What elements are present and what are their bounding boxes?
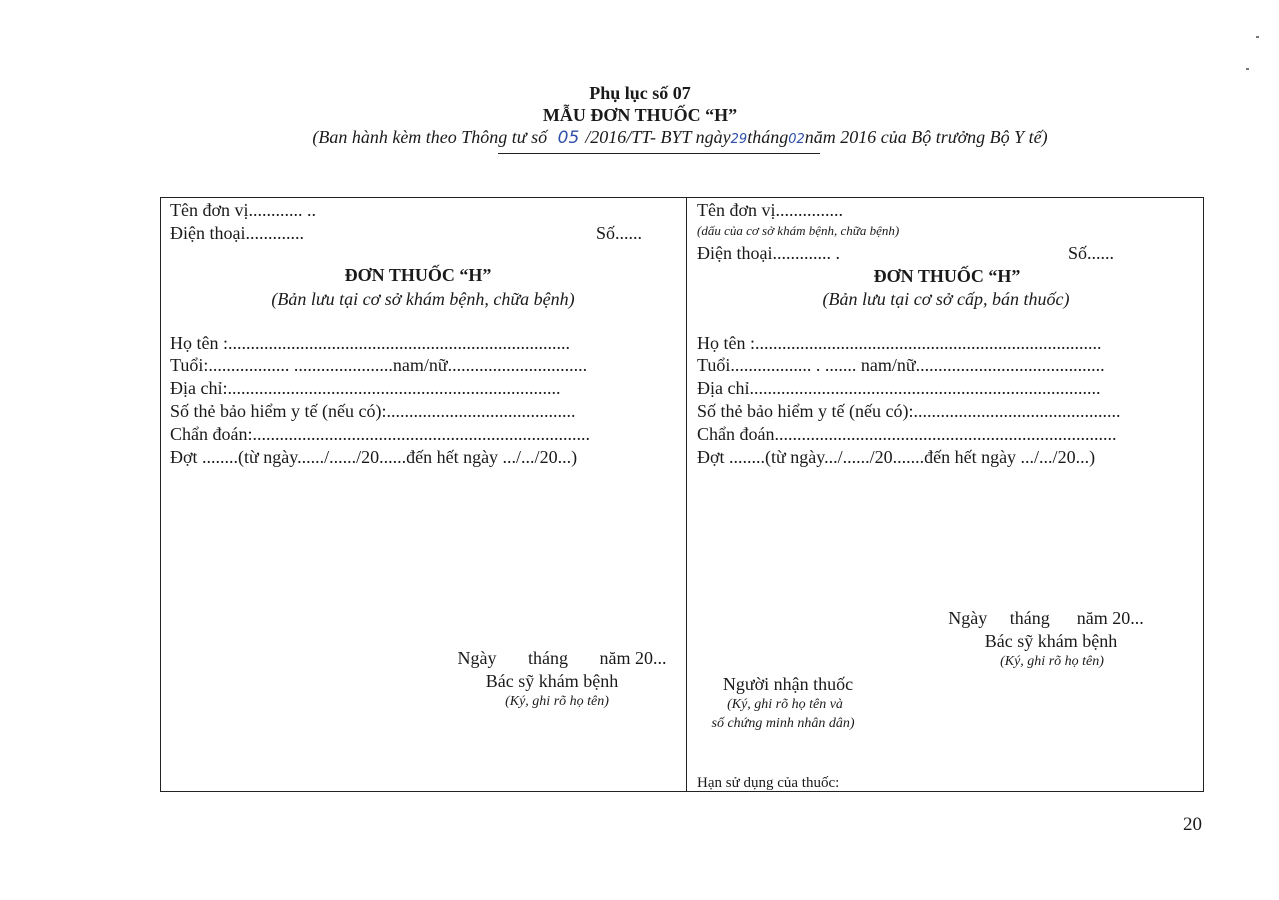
right-doctor-label: Bác sỹ khám bệnh [984,631,1118,651]
form-title: MẪU ĐƠN THUỐC “H” [542,105,738,125]
right-field-name: Họ tên :............................................................................. [697,333,1102,353]
right-form-subtitle: (Bản lưu tại cơ sở cấp, bán thuốc) [822,289,1070,309]
receiver-note-1: (Ký, ghi rõ họ tên và [727,697,843,712]
left-doctor-label: Bác sỹ khám bệnh [485,671,619,691]
handwritten-day: 29 [730,132,748,147]
right-stamp-note: (dấu của cơ sở khám bệnh, chữa bệnh) [697,223,900,238]
right-unit-name: Tên đơn vị............... [697,200,844,220]
right-date-line: Ngày tháng năm 20... [948,608,1144,628]
left-field-name: Họ tên :............................................................................ [170,333,570,353]
left-form-title: ĐƠN THUỐC “H” [344,265,492,285]
right-sign-note: (Ký, ghi rõ họ tên) [1000,654,1104,669]
left-field-address: Địa chỉ:.......................................................................... [170,378,561,398]
left-unit-name: Tên đơn vị............ .. [170,200,317,220]
right-number: Số...... [1068,243,1115,263]
left-phone: Điện thoại............. [170,223,304,243]
page-number: 20 [1183,814,1202,835]
right-phone: Điện thoại............. . [697,243,840,263]
right-field-insurance: Số thẻ bảo hiểm y tế (nếu có):.............................................. [697,401,1121,421]
scan-speck [1246,68,1249,70]
left-field-age: Tuổi:.................. ......................nam/nữ............................... [170,355,588,375]
left-form-subtitle: (Bản lưu tại cơ sở khám bệnh, chữa bệnh) [271,289,575,309]
left-sign-note: (Ký, ghi rõ họ tên) [505,694,609,709]
appendix-label: Phụ lục số 07 [589,83,691,103]
left-field-period: Đợt ........(từ ngày....../....../20......đến hết ngày .../.../20...) [170,447,578,467]
left-date-line: Ngày tháng năm 20... [457,648,667,668]
prescription-form-frame [160,197,1204,792]
left-field-insurance: Số thẻ bảo hiểm y tế (nếu có):.......................................... [170,401,576,421]
issuance-post: năm 2016 của Bộ trưởng Bộ Y tế) [804,127,1048,147]
right-field-age: Tuổi.................. . ....... nam/nữ.......................................... [697,355,1105,375]
column-divider [686,197,687,792]
medicine-expiry-label: Hạn sử dụng của thuốc: [697,775,840,791]
left-number: Số...... [596,223,643,243]
receiver-label: Người nhận thuốc [722,674,854,694]
right-form-title: ĐƠN THUỐC “H” [873,266,1021,286]
right-field-address: Địa chỉ.............................................................................. [697,378,1101,398]
scan-speck [1256,36,1259,38]
right-field-diagnosis: Chẩn đoán............................................................................ [697,424,1117,444]
handwritten-circular-number: 05 [557,128,580,148]
left-field-diagnosis: Chẩn đoán:........................................................................... [170,424,590,444]
issuance-mid: /2016/TT- BYT ngày [585,127,731,147]
handwritten-month: 02 [788,132,805,147]
receiver-note-2: số chứng minh nhân dân) [711,716,855,731]
right-field-period: Đợt ........(từ ngày.../....../20.......đến hết ngày .../.../20...) [697,447,1096,467]
issuance-note [312,127,1047,148]
header-underline [498,153,820,154]
issuance-pre: (Ban hành kèm theo Thông tư số [312,127,548,147]
month-label: tháng [747,127,789,147]
